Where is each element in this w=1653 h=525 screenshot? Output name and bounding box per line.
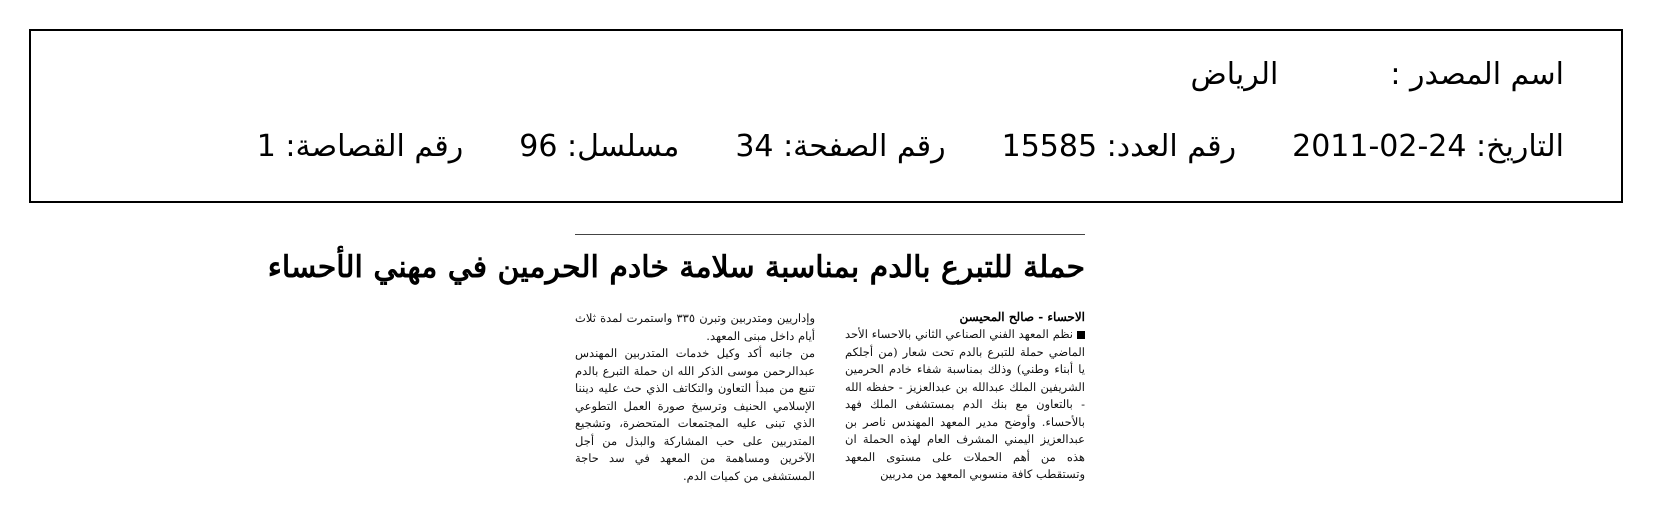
article-headline: حملة للتبرع بالدم بمناسبة سلامة خادم الحرمين في مهني الأحساء — [267, 250, 1085, 285]
issue-value: 15585 — [1001, 129, 1098, 164]
source-label: اسم المصدر : — [1390, 57, 1564, 92]
column-right-text: نظم المعهد الفني الصناعي الثاني بالاحساء الأحد الماضي حملة للتبرع بالدم تحت شعار (من أجلكم يا أبناء وطني) وذلك بمناسبة شفاء خادم الحرمين الشريفين الملك عبدالله بن عبدالعزيز - حفظه الله - بالتعاون مع بنك الدم بمستشفى الملك فهد بالأحساء. وأوضح مدير المعهد المهندس ناصر بن عبدالعزيز اليمني المشرف العام لهذه الحملة ان هذه من أهم الحملات على مستوى المعهد وتستقطب كافة منسوبي المعهد من مدربين — [845, 327, 1085, 481]
clipping-header — [29, 29, 1623, 203]
article-byline: الاحساء - صالح المحيسن — [959, 310, 1085, 324]
page-field — [735, 127, 945, 167]
column-left-paragraph-1: وإداريين ومتدربين وتبرن ٣٣٥ واستمرت لمدة ثلاث أيام داخل مبنى المعهد. — [575, 311, 815, 343]
clipping-top-rule — [575, 234, 1085, 235]
newspaper-clipping — [267, 234, 1085, 506]
bullet-square-icon — [1077, 331, 1085, 339]
clip-number-label: رقم القصاصة: — [285, 129, 464, 164]
date-value: 2011-02-24 — [1292, 129, 1467, 164]
serial-field — [519, 127, 679, 167]
date-field — [1292, 127, 1564, 167]
source-value: الرياض — [1190, 57, 1279, 92]
serial-label: مسلسل: — [566, 129, 680, 164]
date-label: التاريخ: — [1476, 129, 1564, 164]
source-row — [1191, 55, 1564, 95]
article-column-left — [575, 310, 815, 485]
column-left-paragraph-2: من جانبه أكد وكيل خدمات المتدربين المهندس عبدالرحمن موسى الذكر الله ان حملة التبرع بالدم تنبع من مبدأ التعاون والتكاتف الذي حث عليه ديننا الإسلامي الحنيف وترسيخ صورة العمل التطوعي الذي تبنى عليه المجتمعات المتحضرة، وتشجيع المتدربين على حب المشاركة والبذل من أجل الآخرين ومساهمة من المعهد في سد حاجة المستشفى من كميات الدم. — [575, 346, 815, 483]
page-value: 34 — [735, 129, 774, 164]
page-label: رقم الصفحة: — [783, 129, 946, 164]
issue-label: رقم العدد: — [1106, 129, 1237, 164]
clip-number-field — [257, 127, 463, 167]
article-column-right — [845, 326, 1085, 484]
clip-number-value: 1 — [256, 129, 276, 164]
issue-field — [1002, 127, 1236, 167]
metadata-row — [257, 127, 1564, 167]
serial-value: 96 — [519, 129, 558, 164]
